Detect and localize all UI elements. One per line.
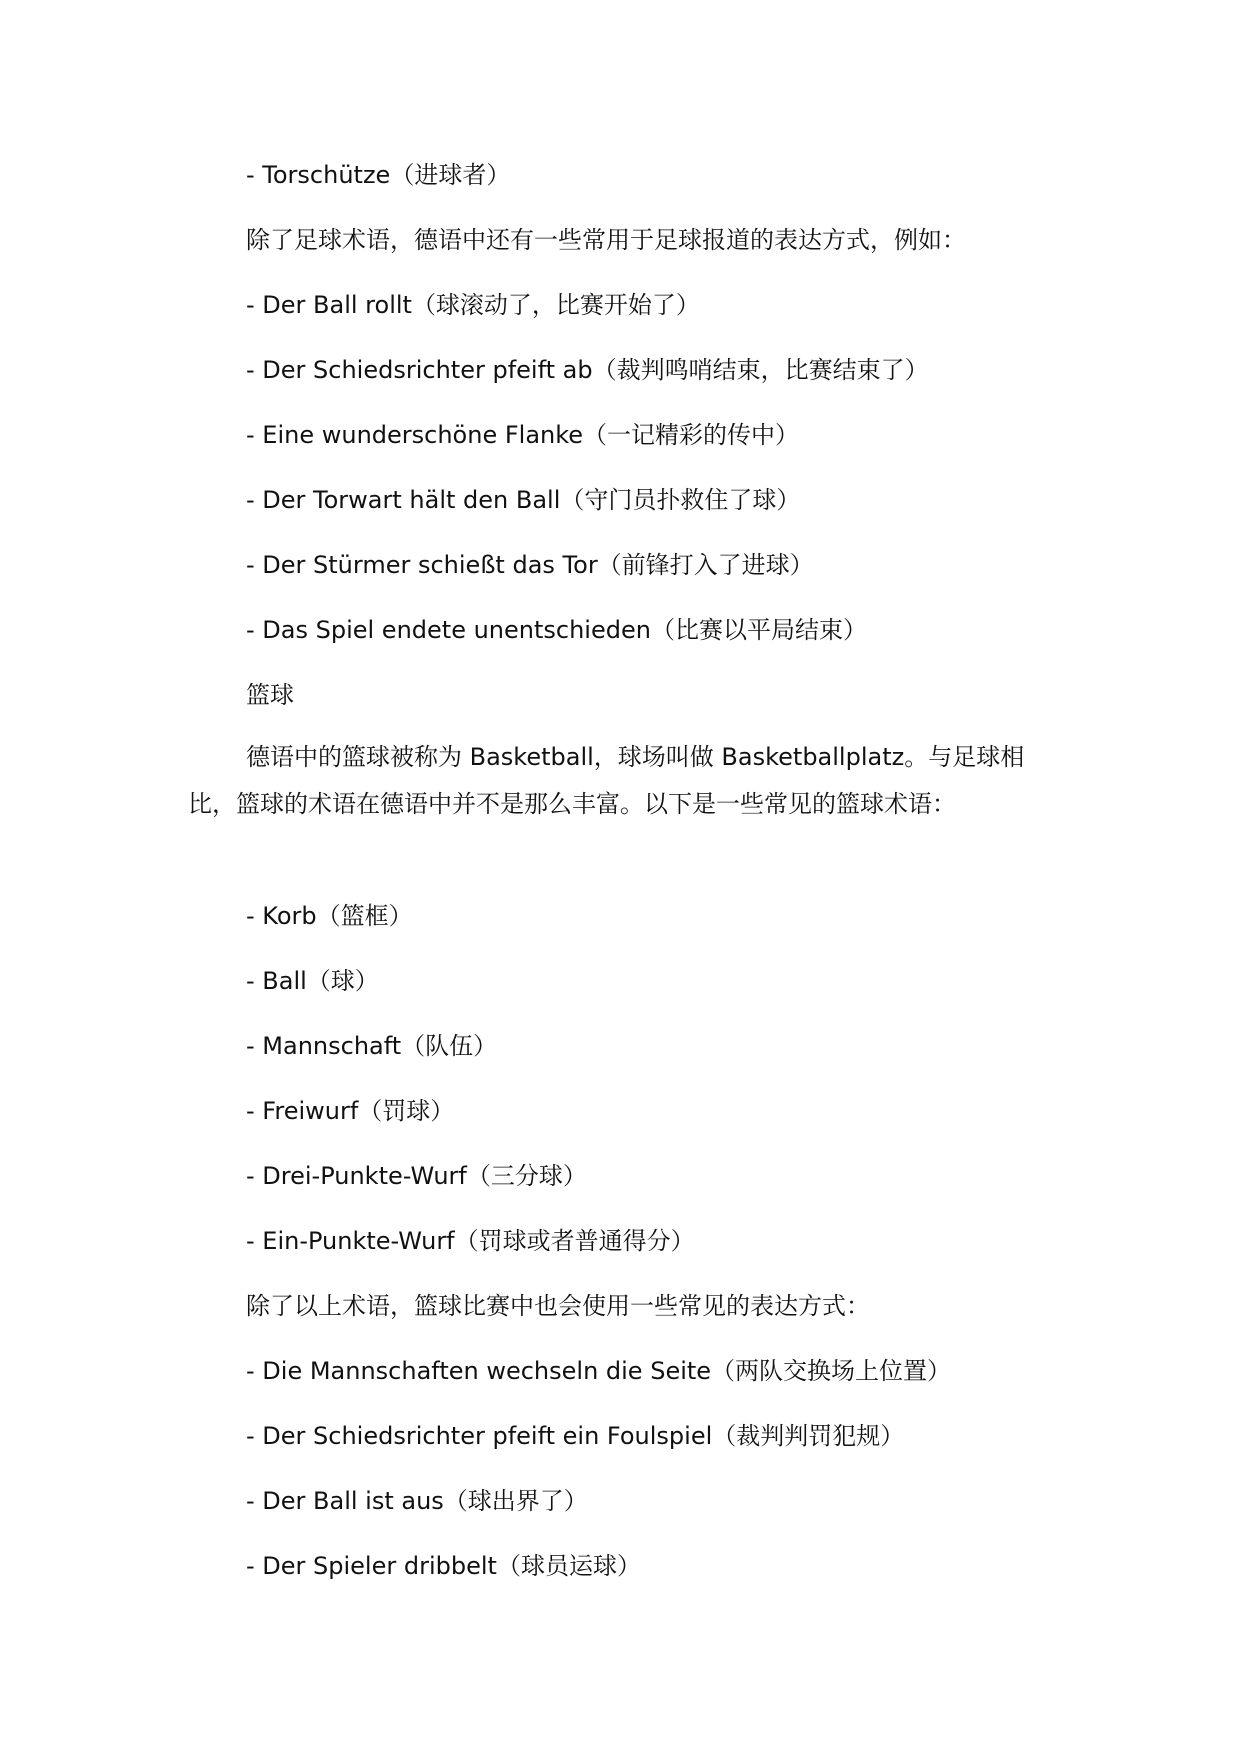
term-freiwurf: - Freiwurf（罚球） [246, 1097, 455, 1125]
expression-torwart: - Der Torwart hält den Ball（守门员扑救住了球） [246, 486, 801, 514]
expression-seite-wechseln: - Die Mannschaften wechseln die Seite（两队交换场上位置） [246, 1357, 952, 1385]
term-mannschaft: - Mannschaft（队伍） [246, 1032, 498, 1060]
expression-pfeift-ab: - Der Schiedsrichter pfeift ab（裁判鸣哨结束，比赛结束了） [246, 356, 929, 384]
expression-stuermer: - Der Stürmer schießt das Tor（前锋打入了进球） [246, 551, 814, 579]
expression-unentschieden: - Das Spiel endete unentschieden（比赛以平局结束） [246, 616, 867, 644]
expression-flanke: - Eine wunderschöne Flanke（一记精彩的传中） [246, 421, 800, 449]
term-korb: - Korb（篮框） [246, 902, 413, 930]
term-drei-punkte-wurf: - Drei-Punkte-Wurf（三分球） [246, 1162, 587, 1190]
term-torschuetze: - Torschütze（进球者） [246, 161, 511, 189]
term-ball: - Ball（球） [246, 967, 379, 995]
expression-ball-rollt: - Der Ball rollt（球滚动了，比赛开始了） [246, 291, 700, 319]
football-expressions-intro: 除了足球术语，德语中还有一些常用于足球报道的表达方式，例如： [246, 226, 966, 254]
section-heading-basketball: 篮球 [246, 681, 294, 709]
expression-ball-aus: - Der Ball ist aus（球出界了） [246, 1487, 588, 1515]
basketball-expressions-intro: 除了以上术语，篮球比赛中也会使用一些常见的表达方式： [246, 1292, 870, 1320]
expression-foulspiel: - Der Schiedsrichter pfeift ein Foulspiel（裁判判罚犯规） [246, 1422, 905, 1450]
expression-dribbelt: - Der Spieler dribbelt（球员运球） [246, 1552, 641, 1580]
term-ein-punkte-wurf: - Ein-Punkte-Wurf（罚球或者普通得分） [246, 1227, 695, 1255]
basketball-intro-paragraph: 德语中的篮球被称为 Basketball，球场叫做 Basketballplatz。与足球相比，篮球的术语在德语中并不是那么丰富。以下是一些常见的篮球术语： [188, 743, 1025, 818]
